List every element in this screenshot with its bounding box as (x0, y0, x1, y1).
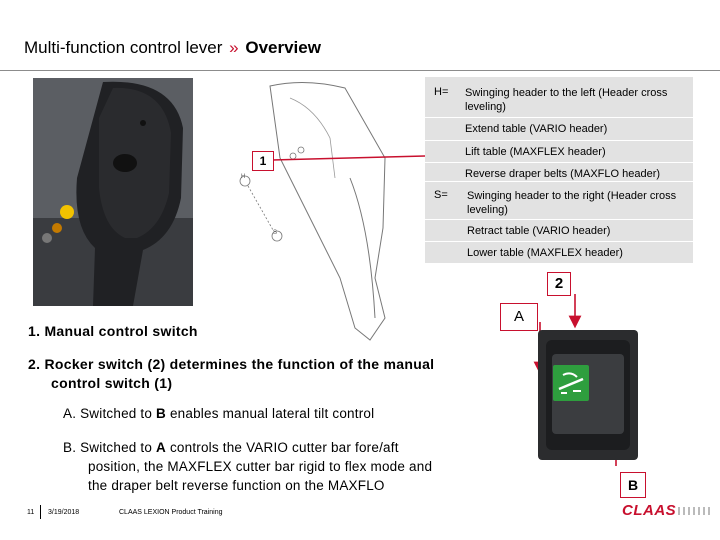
header-tilt-icon (553, 365, 589, 401)
h-row-3-text: Reverse draper belts (MAXFLO header) (465, 168, 661, 180)
sub-bullet-a (63, 404, 374, 423)
h-row-1-text: Extend table (VARIO header) (465, 123, 608, 135)
title-main: Multi-function control lever (24, 38, 223, 57)
h-label: H= (434, 86, 449, 98)
s-row (425, 181, 693, 222)
footer-page-number: 11 (27, 509, 35, 516)
sub-bullet-b-line-3: the draper belt reverse function on the MAXFLO (88, 478, 385, 493)
lever-photo (33, 78, 193, 306)
sub-a-bold: B (156, 406, 166, 421)
bullet-2-line-2: control switch (1) (51, 375, 173, 391)
s-row-2 (425, 241, 693, 264)
s-description: Swinging header to the right (Header cross leveling) (467, 190, 677, 216)
page-title (24, 38, 321, 58)
h-row-1 (425, 117, 693, 140)
s-row-1 (425, 219, 693, 242)
s-row-1-text: Retract table (VARIO header) (467, 225, 611, 237)
callout-1: 1 (252, 151, 274, 171)
footer-divider (40, 505, 41, 519)
claas-logo-bars-icon (678, 505, 716, 517)
h-row-2-text: Lift table (MAXFLEX header) (465, 146, 606, 158)
title-sub: Overview (245, 38, 321, 57)
footer-date: 3/19/2018 (48, 509, 80, 516)
claas-logo: CLAAS (622, 502, 677, 519)
sub-bullet-b-line-2: position, the MAXFLEX cutter bar rigid to flex mode and (88, 459, 433, 474)
sub-a-suffix: enables manual lateral tilt control (166, 406, 375, 421)
footer-course: CLAAS LEXION Product Training (119, 509, 223, 516)
lever-drawing (235, 78, 395, 348)
callout-b: B (620, 472, 646, 498)
bullet-1: 1. Manual control switch (28, 323, 198, 339)
callout-1-leader (250, 140, 430, 180)
s-row-2-text: Lower table (MAXFLEX header) (467, 247, 623, 259)
callout-a: A (500, 303, 538, 331)
sub-b-suffix: controls the VARIO cutter bar fore/aft (166, 440, 399, 455)
h-description: Swinging header to the left (Header cross leveling) (465, 87, 668, 113)
sub-bullet-b-line-1 (63, 438, 399, 457)
bullet-2-line-1: 2. Rocker switch (2) determines the function of the manual (28, 356, 435, 372)
function-table (425, 77, 693, 263)
s-label: S= (434, 189, 448, 201)
drawing-h-mark: H (241, 174, 246, 180)
sub-a-prefix: A. Switched to (63, 406, 157, 421)
title-rule (0, 70, 720, 71)
h-row-2 (425, 140, 693, 163)
drawing-s-mark: S (273, 230, 278, 236)
callout-2: 2 (547, 272, 571, 296)
sub-b-prefix: B. Switched to (63, 440, 157, 455)
title-separator: » (229, 38, 239, 57)
sub-b-bold: A (156, 440, 166, 455)
